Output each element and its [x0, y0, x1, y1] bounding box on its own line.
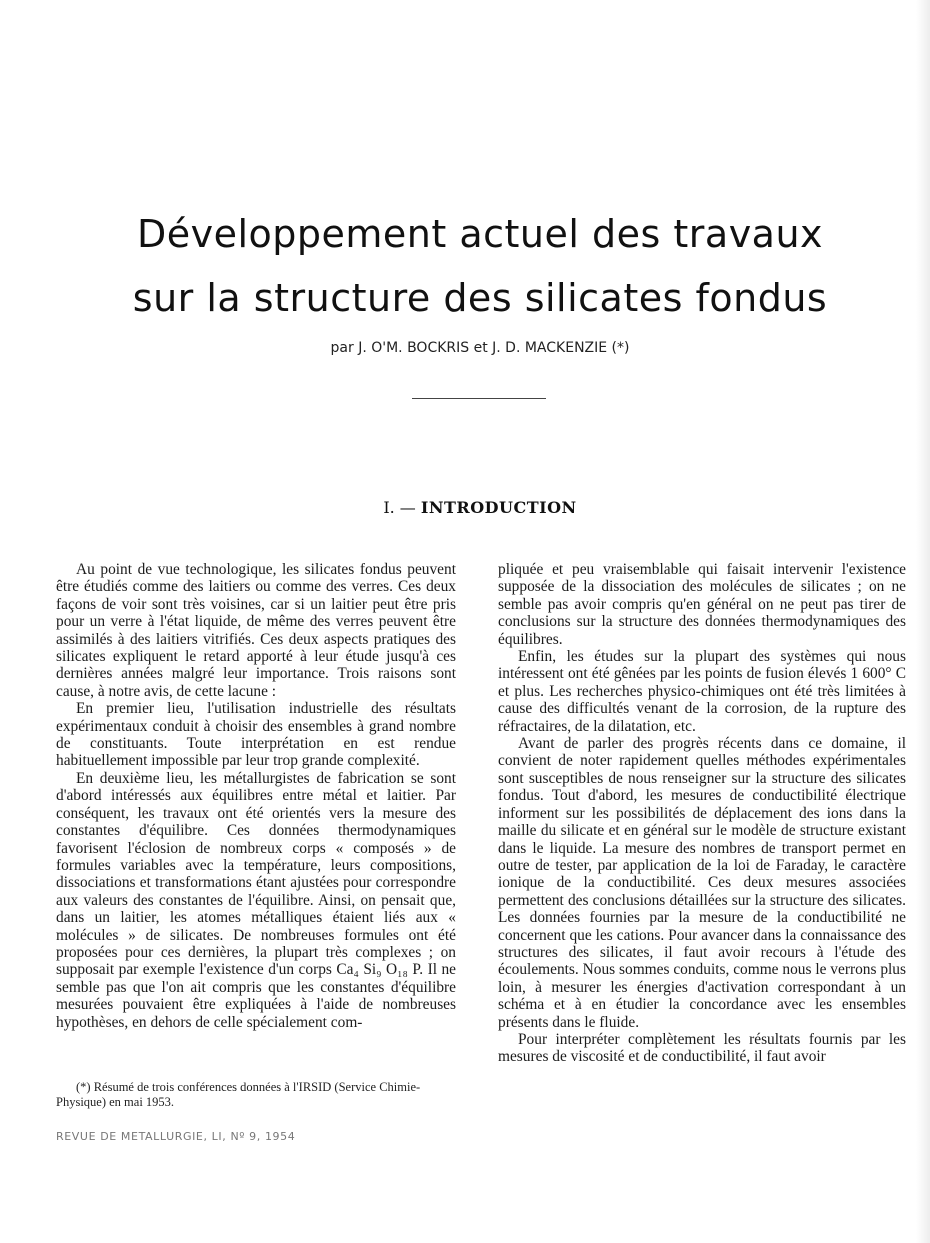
paragraph: Pour interpréter complètement les résultats fournis par les mesures de viscosité et de conductibilité, il faut avoir: [498, 1030, 906, 1066]
article-title-line-2: sur la structure des silicates fondus: [132, 276, 828, 320]
author-byline: par J. O'M. BOCKRIS et J. D. MACKENZIE (*): [330, 340, 630, 356]
paragraph: Enfin, les études sur la plupart des systèmes qui nous intéressent ont été gênées par les points de fusion élevés 1 600° C et plus. Les recherches physico-chimiques ont été très limitées à cause des difficultés venant de la corrosion, de la rupture des réfractaires, de la dilatation, etc.: [498, 648, 906, 735]
paragraph: Au point de vue technologique, les silicates fondus peuvent être étudiés comme des laitiers ou comme des verres. Ces deux façons de voir sont très voisines, car si un laitier peut être pris pour un verre à l'état liquide, de même des verres peuvent être assimilés à des laitiers vitrifiés. Ces deux aspects pratiques des silicates expliquent le retard apporté à leur étude jusqu'à ces dernières années malgré leur importance. Trois raisons sont cause, à notre avis, de cette lacune :: [56, 561, 456, 700]
article-title-line-1: Développement actuel des travaux: [136, 212, 824, 256]
section-name: INTRODUCTION: [420, 498, 577, 517]
body-column-right: [498, 561, 906, 1066]
paragraph: En deuxième lieu, les métallurgistes de fabrication se sont d'abord intéressés aux équilibres entre métal et laitier. Par conséquent, les travaux ont été orientés vers la mesure des constantes d'équilibre. Ces données thermodynamiques favorisent l'éclosion de nombreux corps « composés » de formules variables avec la température, leurs compositions, dissociations et transformations étant ajustées pour correspondre aux valeurs des constantes de l'équilibre. Ainsi, on pensait que, dans un laitier, les atomes métalliques étaient liés aux « molécules » de silicates. De nombreuses formules ont été proposées pour ces dernières, la plupart très complexes ; on supposait par exemple l'existence d'un corps Ca₄ Si₉ O₁₈ P. Il ne semble pas que l'on ait compris que les constantes d'équilibre mesurées pouvaient être expliquées à l'aide de nombreuses hypothèses, en dehors de celle spécialement com-: [56, 769, 456, 1031]
paragraph: En premier lieu, l'utilisation industrielle des résultats expérimentaux conduit à choisir des ensembles à grand nombre de constituants. Toute interprétation en est rendue habituellement impossible par leur trop grande complexité.: [56, 700, 456, 770]
title-separator-rule: [412, 398, 546, 399]
paragraph-continued: pliquée et peu vraisemblable qui faisait intervenir l'existence supposée de la dissociation des molécules de silicates ; on ne semble pas avoir compris qu'en général on ne peut pas tirer de conclusions sur la structure des données thermodynamiques des équilibres.: [498, 561, 906, 648]
journal-reference: REVUE DE METALLURGIE, LI, Nº 9, 1954: [56, 1130, 296, 1143]
section-number: I. —: [383, 498, 416, 517]
section-heading: [60, 498, 900, 517]
page-edge-shadow: [916, 0, 930, 1243]
footnote: (*) Résumé de trois conférences données à l'IRSID (Service Chimie-Physique) en mai 1953.: [56, 1080, 421, 1109]
body-column-left: [56, 561, 456, 1031]
paragraph: Avant de parler des progrès récents dans ce domaine, il convient de noter rapidement quelles méthodes expérimentales sont susceptibles de nous renseigner sur la structure des silicates fondus. Tout d'abord, les mesures de conductibilité électrique informent sur les possibilités de déplacement des ions dans la maille du silicate et en général sur le modèle de structure existant dans le liquide. La mesure des nombres de transport permet en outre de tester, par application de la loi de Faraday, le caractère ionique de la conductibilité. Ces deux mesures associées permettent des conclusions détaillées sur la structure des silicates. Les données fournies par la mesure de la conductibilité ne concernent que les cations. Pour avancer dans la connaissance des structures des silicates, il faut avoir recours à l'étude des écoulements. Nous sommes conduits, comme nous le verrons plus loin, à mesurer les énergies d'activation correspondant à un schéma et à en étudier la concordance avec les ensembles présents dans le fluide.: [498, 735, 906, 1031]
